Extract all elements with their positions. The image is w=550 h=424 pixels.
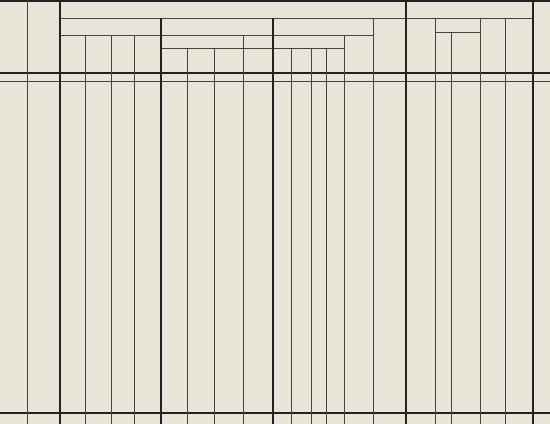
col-rule: [344, 35, 345, 424]
extra-title-rule: [406, 18, 533, 19]
col-rule: [272, 18, 274, 424]
col-rule: [326, 48, 327, 424]
col-rule: [373, 18, 374, 424]
col-rule: [111, 35, 112, 424]
col-rule: [435, 18, 436, 424]
col-rule: [59, 0, 61, 424]
for-rule: [160, 48, 272, 49]
kont-rule: [0, 81, 550, 82]
group-rule: [60, 35, 373, 36]
totals-rule: [0, 412, 550, 414]
telegram-rule: [435, 32, 481, 33]
header-rule: [0, 72, 550, 74]
col-rule: [160, 18, 162, 424]
col-rule: [187, 48, 188, 424]
antal-rule: [273, 48, 345, 49]
col-rule: [291, 48, 292, 424]
col-rule: [311, 48, 312, 424]
col-rule: [27, 0, 28, 424]
col-rule: [214, 48, 215, 424]
gods-title-rule: [60, 18, 405, 19]
col-rule: [134, 35, 135, 424]
col-rule: [85, 35, 86, 424]
top-rule: [0, 0, 550, 2]
col-rule: [532, 0, 534, 424]
col-rule: [243, 35, 244, 424]
col-rule: [451, 32, 452, 424]
col-rule: [505, 18, 506, 424]
col-rule: [405, 0, 407, 424]
col-rule: [480, 18, 481, 424]
